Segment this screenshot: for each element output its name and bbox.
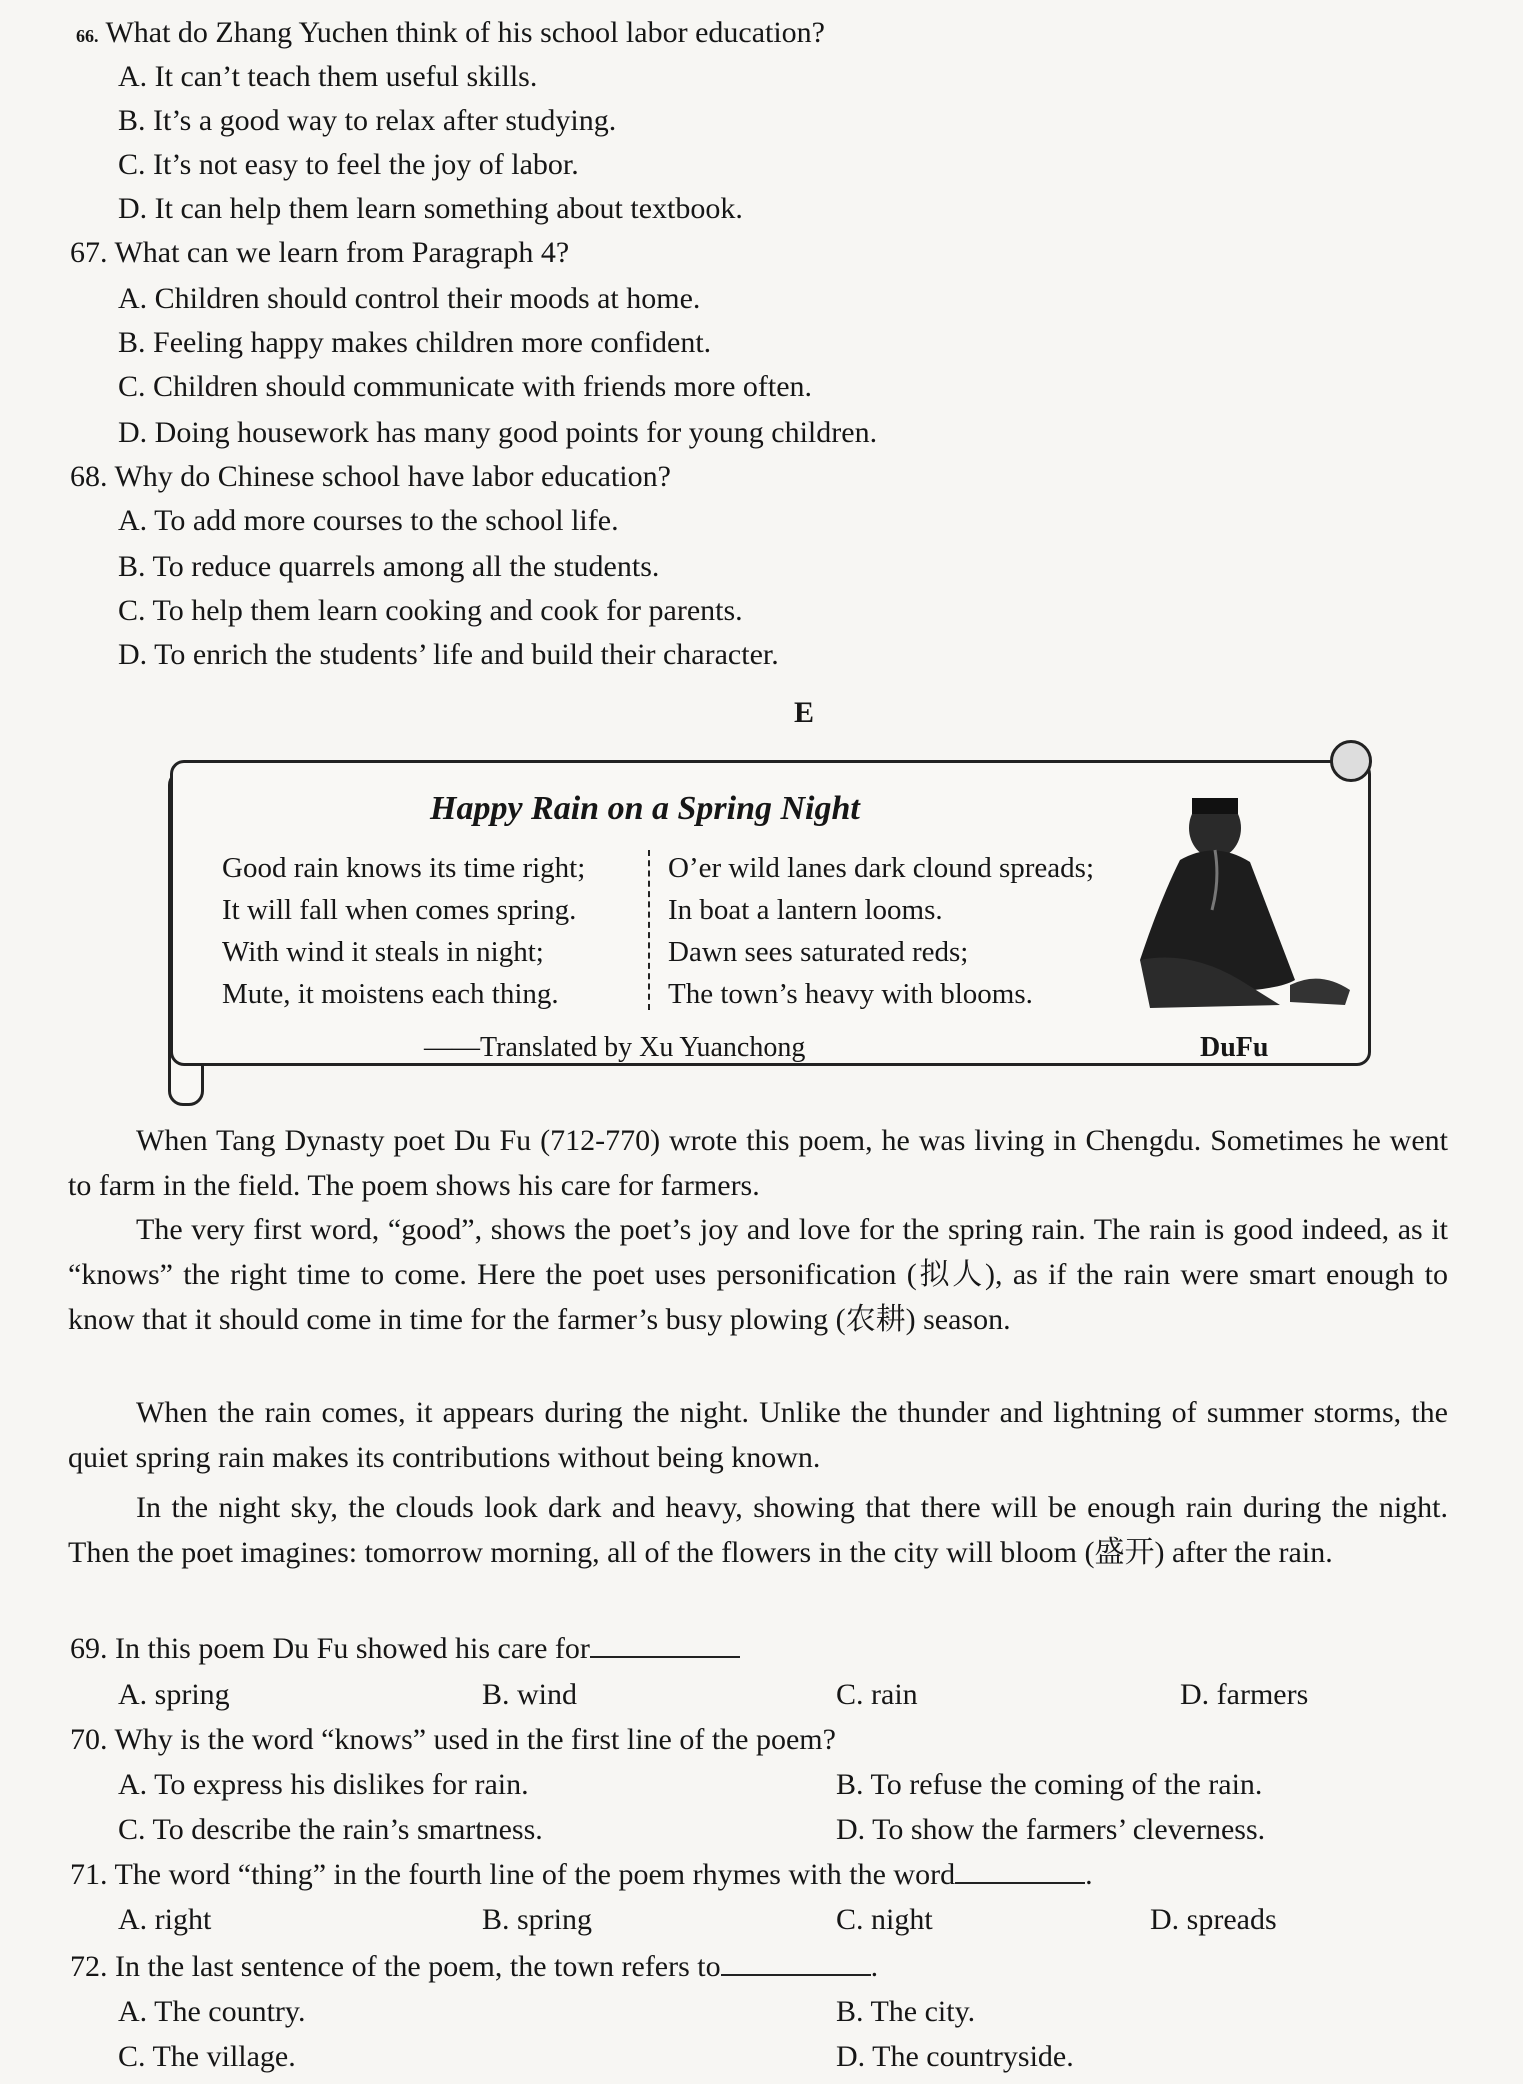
option-68-c: C. To help them learn cooking and cook for parents. (118, 594, 743, 627)
option-67-d: D. Doing housework has many good points for young children. (118, 416, 878, 449)
answer-blank (721, 1974, 871, 1976)
scroll-curl-right (1330, 740, 1372, 782)
option-69-c: C. rain (836, 1678, 918, 1711)
section-letter: E (794, 696, 815, 729)
poem-line-left-2: It will fall when comes spring. (222, 894, 577, 926)
option-72-a: A. The country. (118, 1995, 306, 2028)
question-72 (70, 1952, 878, 1982)
option-69-a: A. spring (118, 1678, 230, 1711)
option-72-b: B. The city. (836, 1995, 976, 2028)
poem-title: Happy Rain on a Spring Night (430, 790, 860, 827)
option-70-b: B. To refuse the coming of the rain. (836, 1768, 1263, 1801)
poem-line-right-1: O’er wild lanes dark clound spreads; (668, 852, 1095, 884)
option-71-d: D. spreads (1150, 1903, 1277, 1936)
poem-line-right-2: In boat a lantern looms. (668, 894, 943, 926)
option-68-a: A. To add more courses to the school life. (118, 504, 619, 537)
option-70-c: C. To describe the rain’s smartness. (118, 1813, 543, 1846)
poem-author: DuFu (1200, 1032, 1269, 1063)
question-68: 68. Why do Chinese school have labor education? (70, 460, 671, 493)
option-71-c: C. night (836, 1903, 933, 1936)
poem-line-right-4: The town’s heavy with blooms. (668, 978, 1033, 1010)
question-71 (70, 1860, 1093, 1890)
option-67-a: A. Children should control their moods at home. (118, 282, 701, 315)
question-67: 67. What can we learn from Paragraph 4? (70, 236, 570, 269)
option-71-a: A. right (118, 1903, 212, 1936)
question-end: . (1085, 1858, 1093, 1891)
option-67-c: C. Children should communicate with friends more often. (118, 370, 813, 403)
option-72-d: D. The countryside. (836, 2040, 1074, 2073)
question-70: 70. Why is the word “knows” used in the first line of the poem? (70, 1723, 836, 1756)
option-72-c: C. The village. (118, 2040, 296, 2073)
question-text: 72. In the last sentence of the poem, the town refers to (70, 1950, 721, 1983)
question-69 (70, 1634, 740, 1664)
poem-line-left-1: Good rain knows its time right; (222, 852, 586, 884)
option-67-b: B. Feeling happy makes children more confident. (118, 326, 712, 359)
answer-blank (955, 1882, 1085, 1884)
option-70-d: D. To show the farmers’ cleverness. (836, 1813, 1266, 1846)
option-68-b: B. To reduce quarrels among all the students. (118, 550, 660, 583)
question-text: 69. In this poem Du Fu showed his care for (70, 1632, 590, 1665)
answer-blank (590, 1656, 740, 1658)
question-66 (76, 18, 825, 48)
poem-line-left-3: With wind it steals in night; (222, 936, 544, 968)
option-66-a: A. It can’t teach them useful skills. (118, 60, 538, 93)
poem-line-left-4: Mute, it moistens each thing. (222, 978, 559, 1010)
option-66-b: B. It’s a good way to relax after studying. (118, 104, 617, 137)
poem-divider (648, 850, 650, 1010)
question-number: 66. (76, 26, 99, 46)
poem-line-right-3: Dawn sees saturated reds; (668, 936, 969, 968)
option-68-d: D. To enrich the students’ life and build their character. (118, 638, 779, 671)
passage-paragraph-2: The very first word, “good”, shows the poet’s joy and love for the spring rain. The rain is good indeed, as it “knows” the right time to come. Here the poet uses personification (拟人), as if the rain were smart enough to know that it should come in time for the farmer’s busy plowing (农耕) season. (68, 1213, 1448, 1336)
question-text: What do Zhang Yuchen think of his school labor education? (105, 16, 825, 49)
du-fu-portrait-image (1120, 780, 1360, 1015)
option-66-c: C. It’s not easy to feel the joy of labor. (118, 148, 579, 181)
option-69-b: B. wind (482, 1678, 578, 1711)
option-71-b: B. spring (482, 1903, 593, 1936)
poem-translator: ——Translated by Xu Yuanchong (424, 1032, 806, 1063)
question-end: . (870, 1950, 879, 1983)
option-70-a: A. To express his dislikes for rain. (118, 1768, 529, 1801)
option-69-d: D. farmers (1180, 1678, 1309, 1711)
passage-paragraph-4: In the night sky, the clouds look dark and heavy, showing that there will be enough rain during the night. Then the poet imagines: tomorrow morning, all of the flowers in the city will bloom (盛开) after the rain. (68, 1491, 1448, 1569)
passage-paragraph-3: When the rain comes, it appears during the night. Unlike the thunder and lightning of summer storms, the quiet spring rain makes its contributions without being known. (68, 1396, 1448, 1474)
passage-paragraph-1: When Tang Dynasty poet Du Fu (712-770) wrote this poem, he was living in Chengdu. Sometimes he went to farm in the field. The poem shows his care for farmers. (68, 1124, 1448, 1202)
question-text: 71. The word “thing” in the fourth line of the poem rhymes with the word (70, 1858, 956, 1891)
option-66-d: D. It can help them learn something about textbook. (118, 192, 743, 225)
